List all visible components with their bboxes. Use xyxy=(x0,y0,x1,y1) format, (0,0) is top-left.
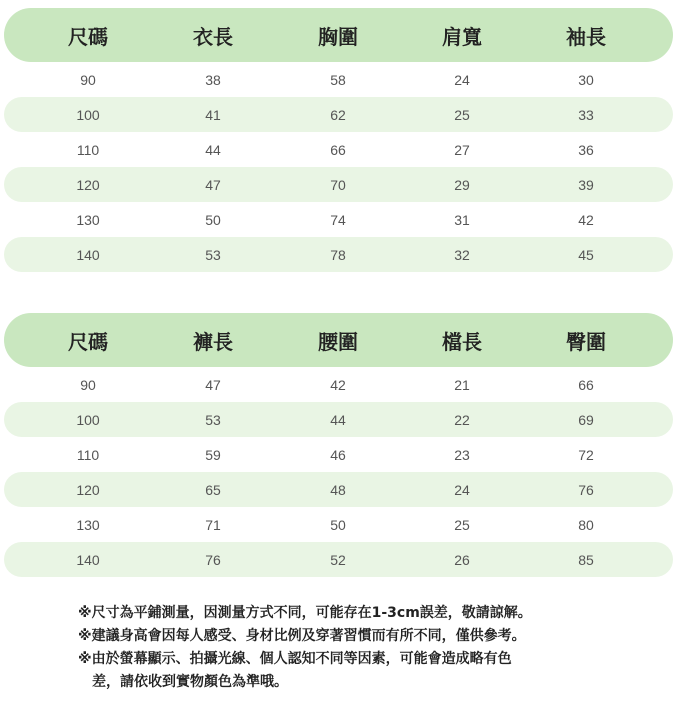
table-cell: 120 xyxy=(76,176,100,193)
header-cell: 袖長 xyxy=(566,24,606,49)
table-cell: 120 xyxy=(76,481,100,498)
table-cell: 140 xyxy=(76,551,100,568)
table-cell: 69 xyxy=(578,411,594,428)
table-cell: 47 xyxy=(205,176,221,193)
table-cell: 25 xyxy=(454,106,470,123)
table-row xyxy=(4,437,673,472)
table-cell: 80 xyxy=(578,516,594,533)
table-cell: 50 xyxy=(330,516,346,533)
table-cell: 76 xyxy=(578,481,594,498)
top-size-table xyxy=(4,8,673,272)
table-cell: 31 xyxy=(454,211,470,228)
table-row xyxy=(4,62,673,97)
table-cell: 130 xyxy=(76,211,100,228)
table-cell: 78 xyxy=(330,246,346,263)
table-row xyxy=(4,167,673,202)
table-cell: 76 xyxy=(205,551,221,568)
note-line: 差，請依收到實物顏色為準哦。 xyxy=(92,674,288,690)
table-cell: 90 xyxy=(80,71,96,88)
table-row xyxy=(4,237,673,272)
table-cell: 27 xyxy=(454,141,470,158)
table-cell: 110 xyxy=(76,141,100,158)
table-cell: 130 xyxy=(76,516,100,533)
table-cell: 38 xyxy=(205,71,221,88)
table-cell: 70 xyxy=(330,176,346,193)
header-cell: 胸圍 xyxy=(318,24,358,49)
top-table-header xyxy=(4,8,673,62)
header-cell: 肩寬 xyxy=(442,24,482,49)
table-cell: 32 xyxy=(454,246,470,263)
table-cell: 50 xyxy=(205,211,221,228)
table-cell: 100 xyxy=(76,411,100,428)
note-line: ※尺寸為平鋪測量，因測量方式不同，可能存在1-3cm誤差，敬請諒解。 xyxy=(78,605,532,621)
header-cell: 尺碼 xyxy=(68,329,108,354)
table-cell: 29 xyxy=(454,176,470,193)
table-cell: 42 xyxy=(330,376,346,393)
table-row xyxy=(4,202,673,237)
table-cell: 110 xyxy=(76,446,100,463)
header-cell: 衣長 xyxy=(193,24,233,49)
table-cell: 66 xyxy=(330,141,346,158)
table-cell: 100 xyxy=(76,106,100,123)
table-row xyxy=(4,97,673,132)
header-cell: 尺碼 xyxy=(68,24,108,49)
header-cell: 腰圍 xyxy=(318,329,358,354)
table-cell: 62 xyxy=(330,106,346,123)
table-cell: 24 xyxy=(454,481,470,498)
table-cell: 25 xyxy=(454,516,470,533)
table-row xyxy=(4,542,673,577)
table-cell: 21 xyxy=(454,376,470,393)
table-cell: 30 xyxy=(578,71,594,88)
table-cell: 65 xyxy=(205,481,221,498)
table-cell: 90 xyxy=(80,376,96,393)
table-cell: 140 xyxy=(76,246,100,263)
table-cell: 74 xyxy=(330,211,346,228)
table-cell: 46 xyxy=(330,446,346,463)
table-cell: 72 xyxy=(578,446,594,463)
table-row xyxy=(4,507,673,542)
table-cell: 71 xyxy=(205,516,221,533)
table-cell: 42 xyxy=(578,211,594,228)
table-cell: 52 xyxy=(330,551,346,568)
table-cell: 59 xyxy=(205,446,221,463)
table-cell: 44 xyxy=(330,411,346,428)
table-cell: 45 xyxy=(578,246,594,263)
table-cell: 22 xyxy=(454,411,470,428)
table-cell: 44 xyxy=(205,141,221,158)
table-cell: 23 xyxy=(454,446,470,463)
table-cell: 33 xyxy=(578,106,594,123)
table-cell: 85 xyxy=(578,551,594,568)
table-cell: 66 xyxy=(578,376,594,393)
table-row xyxy=(4,472,673,507)
table-row xyxy=(4,367,673,402)
note-line: ※建議身高會因每人感受、身材比例及穿著習慣而有所不同，僅供參考。 xyxy=(78,628,526,644)
table-row xyxy=(4,132,673,167)
table-cell: 26 xyxy=(454,551,470,568)
header-cell: 檔長 xyxy=(442,329,482,354)
table-cell: 53 xyxy=(205,411,221,428)
bottom-size-table xyxy=(4,313,673,577)
notes xyxy=(78,602,658,694)
table-cell: 41 xyxy=(205,106,221,123)
table-cell: 58 xyxy=(330,71,346,88)
table-cell: 24 xyxy=(454,71,470,88)
table-cell: 39 xyxy=(578,176,594,193)
table-cell: 47 xyxy=(205,376,221,393)
header-cell: 褲長 xyxy=(193,329,233,354)
table-cell: 48 xyxy=(330,481,346,498)
table-cell: 36 xyxy=(578,141,594,158)
bottom-table-header xyxy=(4,313,673,367)
table-cell: 53 xyxy=(205,246,221,263)
header-cell: 臀圍 xyxy=(566,329,606,354)
note-line: ※由於螢幕顯示、拍攝光線、個人認知不同等因素，可能會造成略有色 xyxy=(78,651,512,667)
table-row xyxy=(4,402,673,437)
